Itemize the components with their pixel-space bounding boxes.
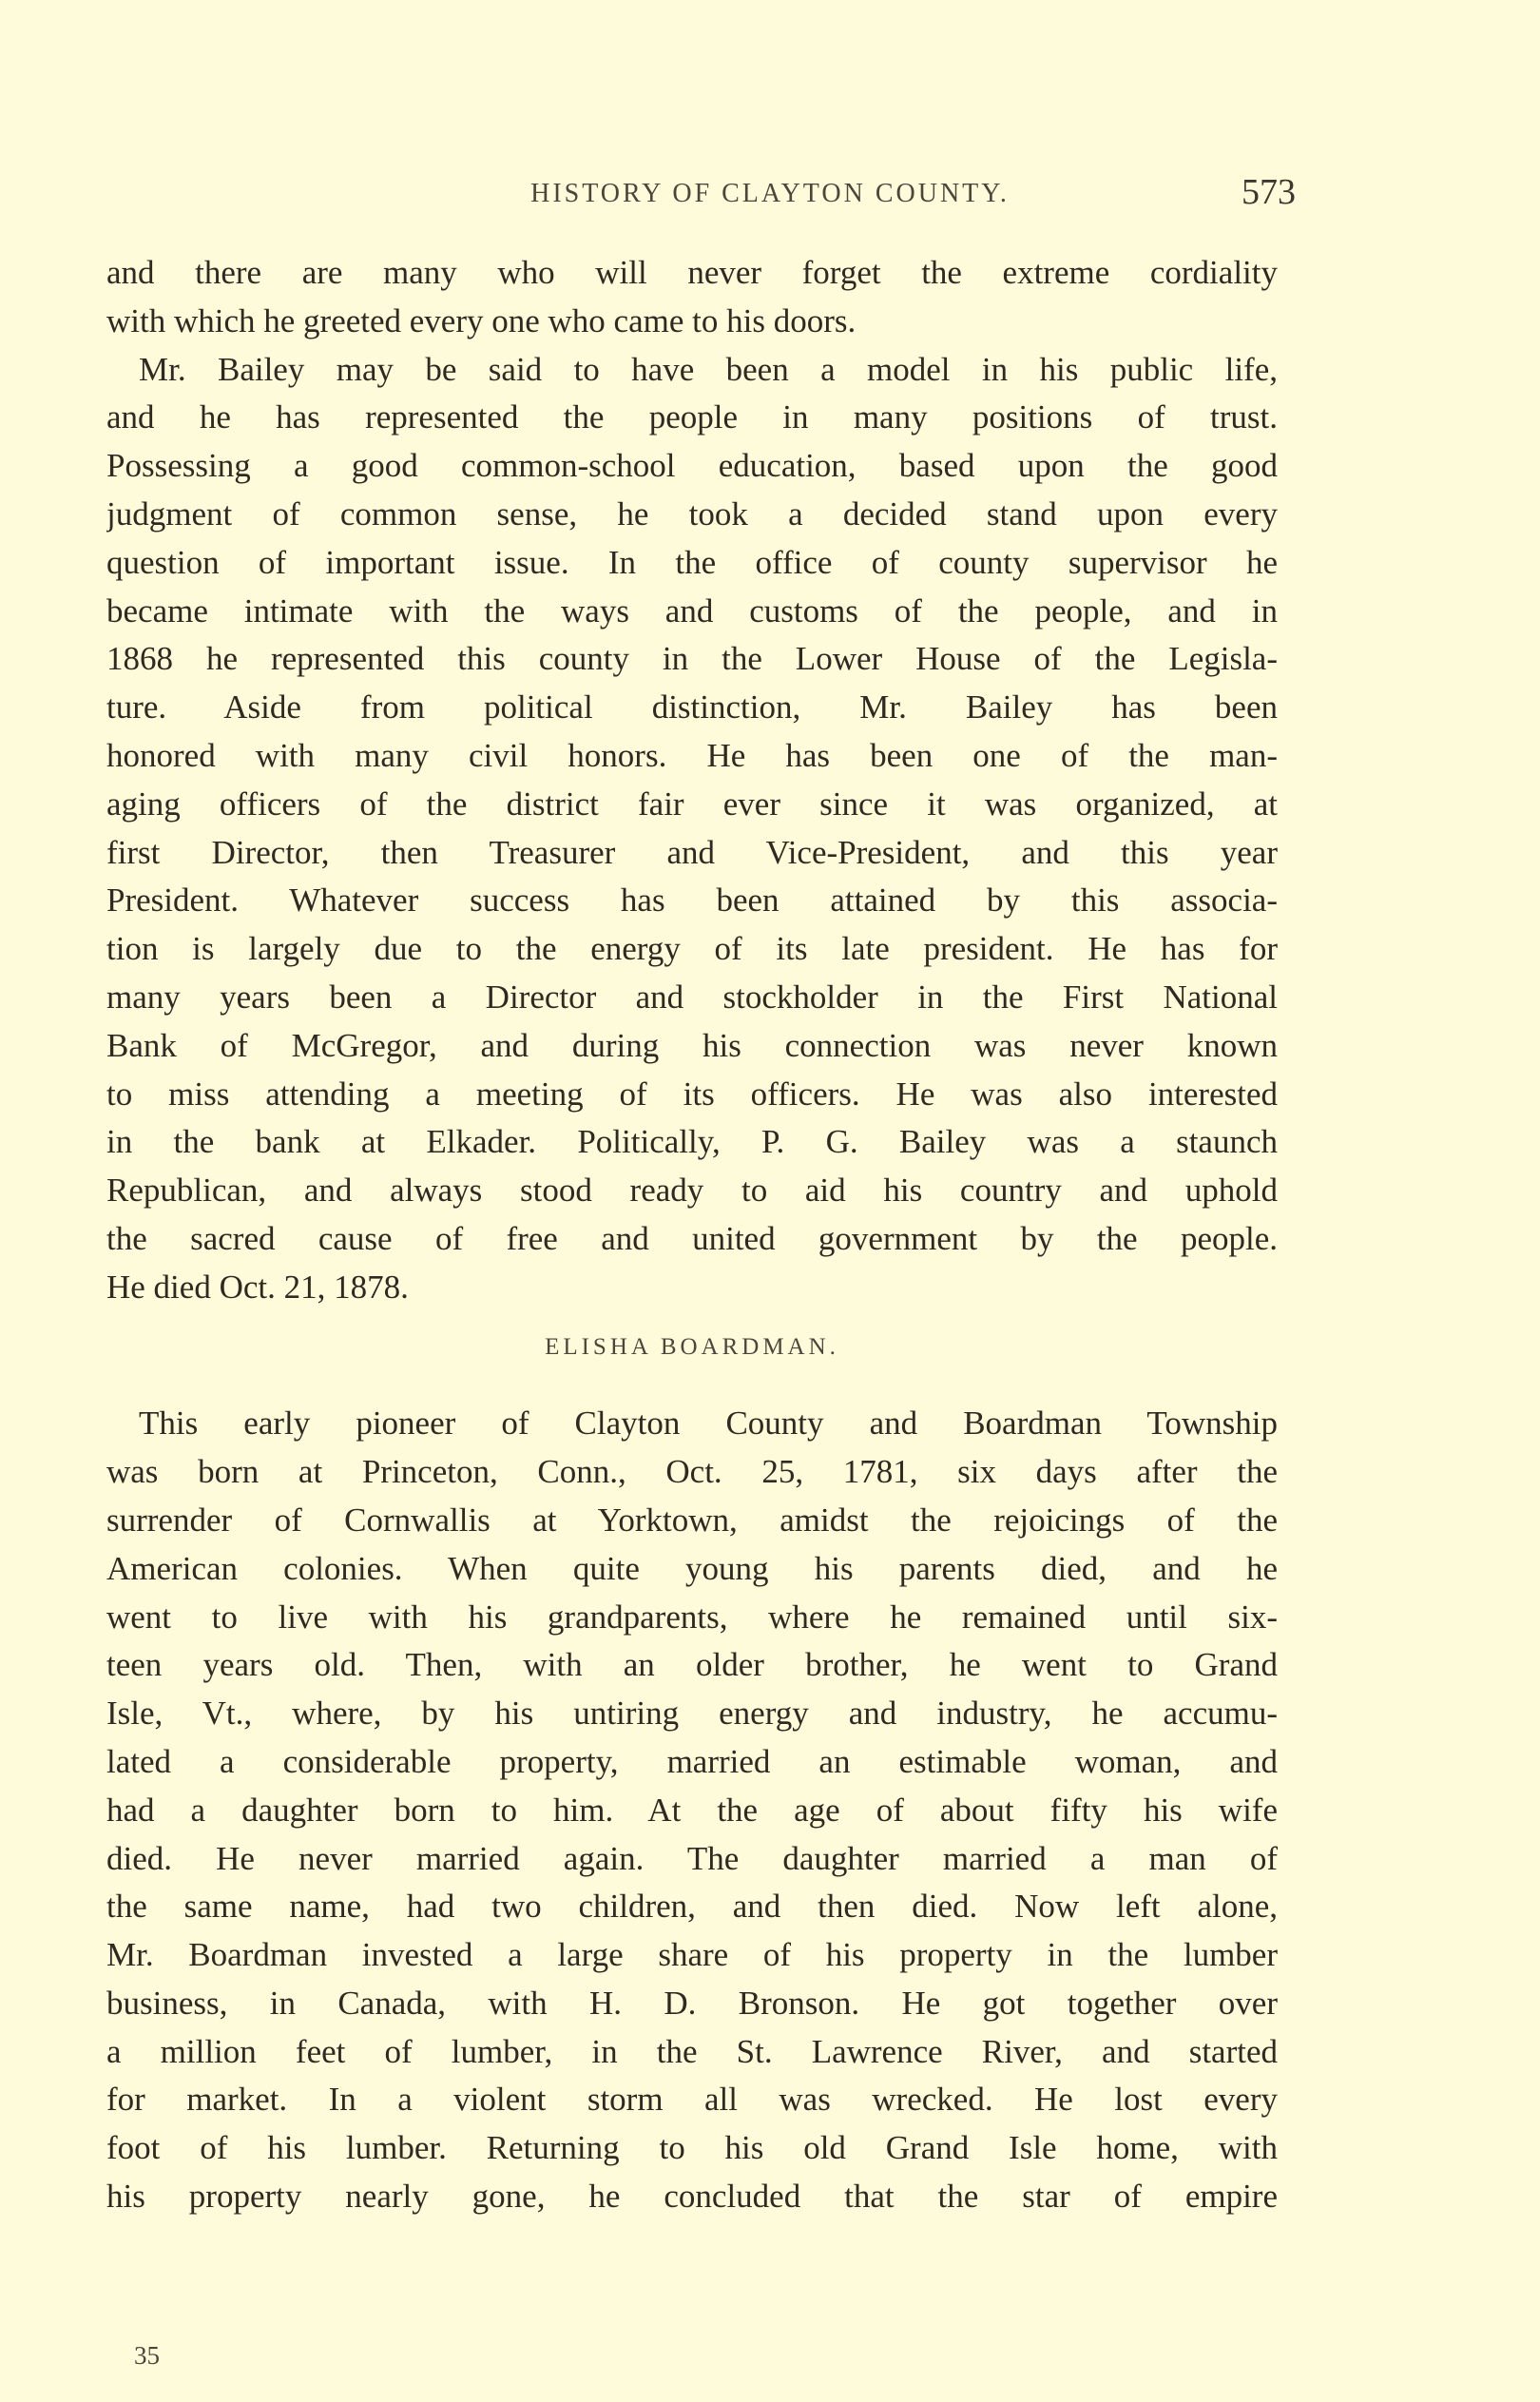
paragraph-boardman-biography [106, 1400, 1278, 2221]
text-line: his property nearly gone, he concluded that the star of empire [106, 2178, 1278, 2216]
text-line: business, in Canada, with H. D. Bronson. He got together over [106, 1984, 1278, 2022]
text-line: died. He never married again. The daughter married a man of [106, 1839, 1278, 1877]
paragraph-bailey-public-life [106, 346, 1278, 1312]
text-line: honored with many civil honors. He has been one of the man- [106, 736, 1278, 774]
text-line: teen years old. Then, with an older brother, he went to Grand [106, 1646, 1278, 1684]
text-line: surrender of Cornwallis at Yorktown, amidst the rejoicings of the [106, 1501, 1278, 1539]
text-line: judgment of common sense, he took a decided stand upon every [106, 494, 1278, 533]
text-line: had a daughter born to him. At the age of about fifty his wife [106, 1791, 1278, 1829]
text-line: a million feet of lumber, in the St. Lawrence River, and started [106, 2032, 1278, 2070]
text-line: and he has represented the people in many positions of trust. [106, 398, 1278, 436]
text-line: many years been a Director and stockholder in the First National [106, 978, 1278, 1016]
text-line: Possessing a good common-school education, based upon the good [106, 447, 1278, 485]
text-line: was born at Princeton, Conn., Oct. 25, 1781, six days after the [106, 1453, 1278, 1491]
text-line: foot of his lumber. Returning to his old Grand Isle home, with [106, 2129, 1278, 2167]
text-line: Mr. Bailey may be said to have been a model in his public life, [139, 350, 1278, 388]
text-line: and there are many who will never forget the extreme cordiality [106, 254, 1278, 291]
text-line: Bank of McGregor, and during his connection was never known [106, 1026, 1278, 1064]
text-line: lated a considerable property, married an estimable woman, and [106, 1742, 1278, 1780]
section-heading: ELISHA BOARDMAN. [545, 1333, 839, 1360]
text-line: Republican, and always stood ready to aid his country and uphold [106, 1172, 1278, 1210]
text-line: in the bank at Elkader. Politically, P. G. Bailey was a staunch [106, 1123, 1278, 1161]
text-line: 1868 he represented this county in the Lower House of the Legisla- [106, 640, 1278, 678]
text-line: with which he greeted every one who came to his doors. [106, 301, 857, 339]
text-line: American colonies. When quite young his parents died, and he [106, 1549, 1278, 1587]
text-line: Isle, Vt., where, by his untiring energy and industry, he accumu- [106, 1695, 1278, 1733]
signature-mark: 35 [134, 2341, 160, 2370]
text-line: for market. In a violent storm all was wrecked. He lost every [106, 2081, 1278, 2119]
text-line: first Director, then Treasurer and Vice-President, and this year [106, 833, 1278, 871]
text-line: ture. Aside from political distinction, Mr. Bailey has been [106, 688, 1278, 726]
text-line: Mr. Boardman invested a large share of his property in the lumber [106, 1936, 1278, 1974]
text-line: went to live with his grandparents, where he remained until six- [106, 1598, 1278, 1636]
text-line: question of important issue. In the office of county supervisor he [106, 543, 1278, 581]
text-line: the same name, had two children, and then died. Now left alone, [106, 1888, 1278, 1926]
text-line: This early pioneer of Clayton County and Boardman Township [139, 1404, 1278, 1443]
text-line: the sacred cause of free and united government by the people. [106, 1219, 1278, 1257]
text-line: President. Whatever success has been attained by this associa- [106, 881, 1278, 920]
text-line: aging officers of the district fair ever since it was organized, at [106, 785, 1278, 823]
running-head: HISTORY OF CLAYTON COUNTY. [530, 179, 1010, 208]
text-line: tion is largely due to the energy of its late president. He has for [106, 930, 1278, 968]
paragraph-bailey-closing [106, 249, 1278, 346]
body-text [106, 249, 1278, 2221]
text-line: He died Oct. 21, 1878. [106, 1268, 409, 1306]
text-line: to miss attending a meeting of its officers. He was also interested [106, 1075, 1278, 1113]
text-line: became intimate with the ways and customs of the people, and in [106, 591, 1278, 630]
page-number: 573 [1242, 172, 1296, 212]
